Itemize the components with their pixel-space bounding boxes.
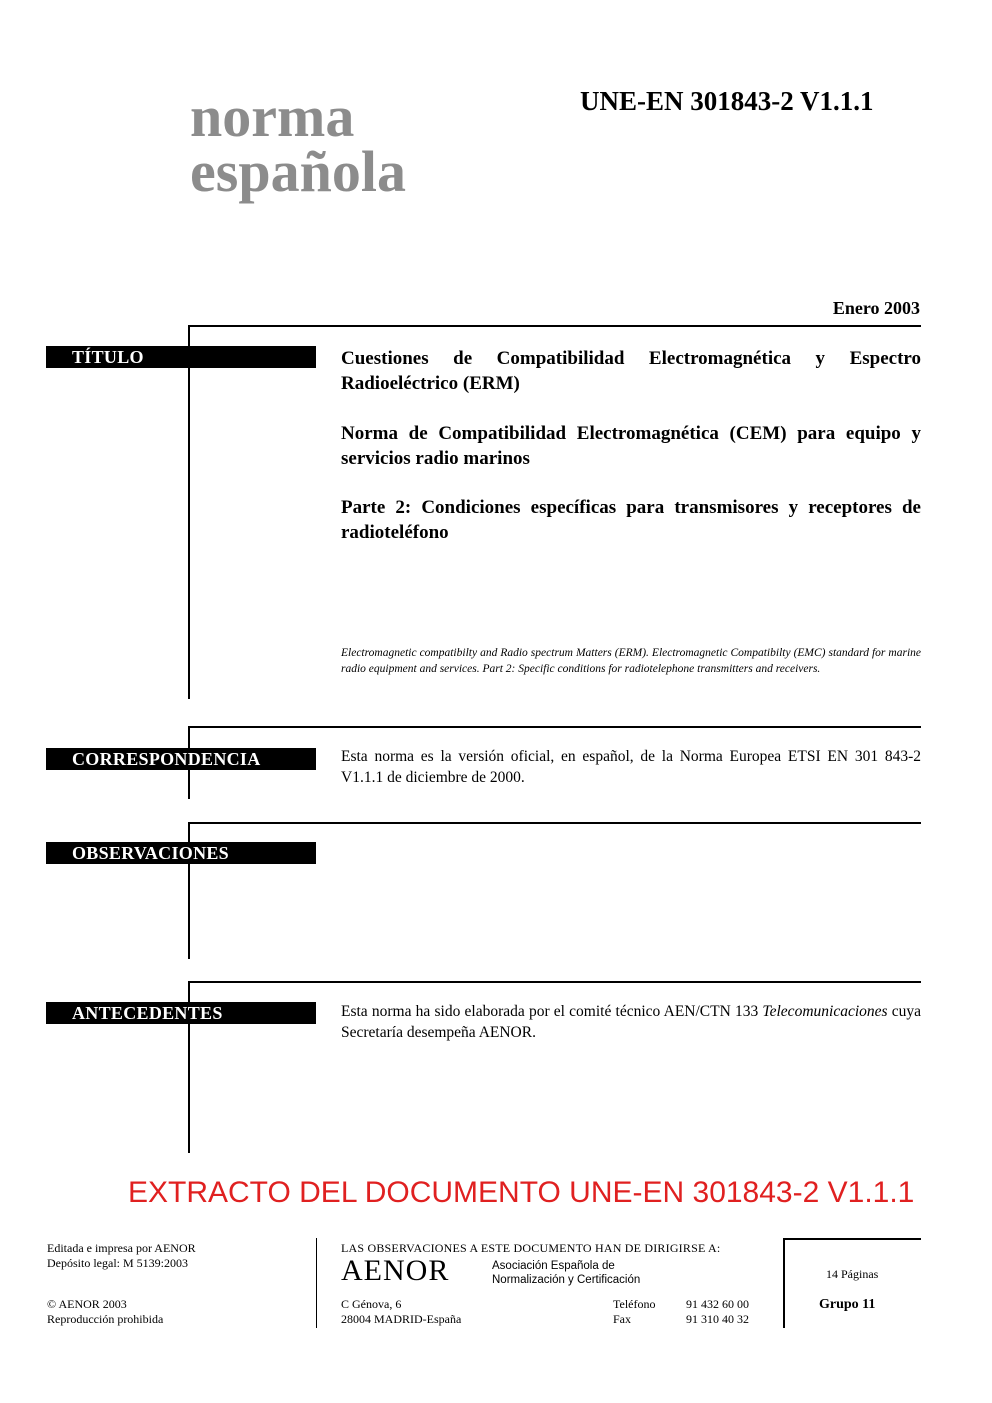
observaciones-top-rule (188, 822, 921, 824)
publication-date: Enero 2003 (832, 298, 920, 318)
footer-phone: 91 432 60 00 (686, 1297, 749, 1311)
footer-deposit: Depósito legal: M 5139:2003 (47, 1256, 188, 1270)
observaciones-label: OBSERVACIONES (46, 842, 316, 864)
footer-copyright: © AENOR 2003 (47, 1297, 127, 1311)
org-line-2: Normalización y Certificación (492, 1274, 641, 1286)
aenor-organization (492, 1259, 640, 1287)
brand-norma: norma (190, 84, 355, 149)
standard-code: UNE-EN 301843-2 V1.1.1 (580, 86, 874, 116)
antecedentes-text (341, 1001, 921, 1043)
footer-phone-label: Teléfono (613, 1297, 656, 1311)
page-count: 14 Páginas (826, 1267, 879, 1281)
brand-espanola: española (190, 139, 406, 204)
org-line-1: Asociación Española de (492, 1260, 615, 1272)
antecedentes-label: ANTECEDENTES (46, 1002, 316, 1024)
footer-box-top-rule (783, 1238, 921, 1240)
footer-reproduction: Reproducción prohibida (47, 1312, 164, 1326)
titulo-vertical-rule (188, 325, 190, 699)
titulo-label: TÍTULO (46, 346, 316, 368)
titulo-top-rule (188, 325, 921, 327)
antecedentes-text-start: Esta norma ha sido elaborada por el comité técnico AEN/CTN 133 (341, 1003, 763, 1020)
footer-separator-left (316, 1238, 317, 1328)
footer-address-city: 28004 MADRID-España (341, 1312, 462, 1326)
correspondencia-top-rule (188, 726, 921, 728)
correspondencia-label: CORRESPONDENCIA (46, 748, 316, 770)
footer-edited: Editada e impresa por AENOR (47, 1241, 196, 1255)
footer-fax-label: Fax (613, 1312, 631, 1326)
footer-observations-heading: LAS OBSERVACIONES A ESTE DOCUMENTO HAN DE DIRIGIRSE A: (341, 1241, 721, 1255)
footer-address-street: C Génova, 6 (341, 1297, 402, 1311)
antecedentes-committee-name: Telecomunicaciones (762, 1003, 888, 1020)
antecedentes-text-end: cuya Secretaría desempeña AENOR. (341, 1003, 921, 1041)
english-title: Electromagnetic compatibilty and Radio spectrum Matters (ERM). Electromagnetic Compatibilty (EMC) standard for marine radio equipment and services. Part 2: Specific conditions for radiotelephone transmitters and receivers. (341, 647, 921, 675)
aenor-logo: AENOR (341, 1254, 450, 1287)
extract-banner: EXTRACTO DEL DOCUMENTO UNE-EN 301843-2 V1.1.1 (128, 1176, 915, 1209)
antecedentes-top-rule (188, 981, 921, 983)
title-part: Parte 2: Condiciones específicas para transmisores y receptores de radioteléfono (341, 497, 921, 543)
footer-separator-right (783, 1238, 785, 1328)
title-main: Cuestiones de Compatibilidad Electromagnética y Espectro Radioeléctrico (ERM) (341, 348, 921, 394)
title-sub: Norma de Compatibilidad Electromagnética (CEM) para equipo y servicios radio marinos (341, 423, 921, 469)
price-group: Grupo 11 (819, 1297, 876, 1312)
footer-fax: 91 310 40 32 (686, 1312, 749, 1326)
correspondencia-text: Esta norma es la versión oficial, en español, de la Norma Europea ETSI EN 301 843-2 V1.1.1 de diciembre de 2000. (341, 748, 921, 786)
